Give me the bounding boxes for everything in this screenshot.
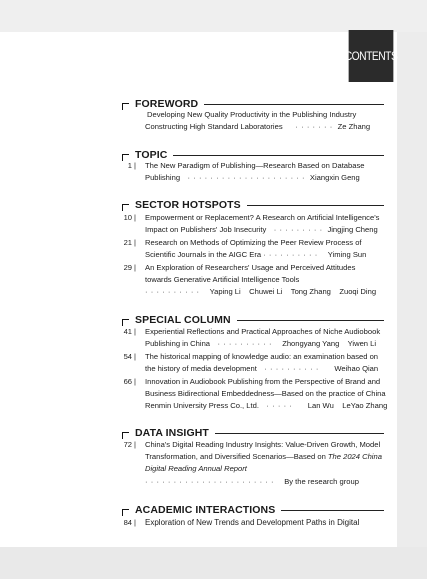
section-rule xyxy=(215,433,384,434)
section-heading-sector-hotspots xyxy=(122,198,384,212)
entry-title-line: The New Paradigm of Publishing—Research Based on Database xyxy=(145,161,365,170)
entry-authors: Jingjing Cheng xyxy=(327,225,378,234)
entry-title-line: Renmin University Press Co., Ltd. xyxy=(145,401,259,410)
entry-title-line: The historical mapping of knowledge audio: an examination based on xyxy=(145,352,379,361)
entry-title-text: Transformation, and Diversified Scenarios—Based on xyxy=(145,452,328,461)
page-number: 21 | xyxy=(123,238,136,247)
leader-dots: ······· xyxy=(284,122,336,131)
entry-title-line: Innovation in Audiobook Publishing from the Perspective of Brand and xyxy=(145,377,381,386)
entry-title-line: Empowerment or Replacement? A Research on Artificial Intelligence's xyxy=(145,213,380,222)
entry-authors: Yaping Li Chuwei Li Tong Zhang Zuoqi Ding xyxy=(209,287,377,296)
section-rule xyxy=(281,510,384,511)
toc-entry[interactable] xyxy=(145,364,378,374)
entry-title-line: Publishing in China xyxy=(145,339,211,348)
section-rule xyxy=(247,205,384,206)
entry-title-line: Digital Reading Annual Report xyxy=(145,464,247,473)
section-rule xyxy=(204,104,384,105)
section-heading-foreword xyxy=(122,97,384,111)
entry-authors: Xiangxin Geng xyxy=(309,173,360,182)
toc-entry[interactable] xyxy=(145,339,376,349)
section-rule xyxy=(173,155,384,156)
section-title: SECTOR HOTSPOTS xyxy=(135,199,241,211)
entry-title-line: An Exploration of Researchers' Usage and Perceived Attitudes xyxy=(145,263,356,272)
leader-dots: ······················· xyxy=(145,477,283,486)
toc-entry[interactable] xyxy=(145,225,378,235)
entry-authors: Zhongyang Yang Yiwen Li xyxy=(282,339,377,348)
entry-title-line: Experiential Reflections and Practical Approaches of Niche Audiobook xyxy=(145,327,381,336)
entry-title-line: Scientific Journals in the AIGC Era xyxy=(145,250,262,259)
page-number: 10 | xyxy=(123,213,136,222)
entry-authors: Lan Wu LeYao Zhang xyxy=(307,401,388,410)
entry-authors: By the research group xyxy=(284,477,359,486)
page-number: 54 | xyxy=(123,352,136,361)
section-heading-special-column xyxy=(122,313,384,327)
page-number: 66 | xyxy=(123,377,136,386)
entry-title-line: China's Digital Reading Industry Insights: Value-Driven Growth, Model xyxy=(145,440,381,449)
entry-title-line: Constructing High Standard Laboratories xyxy=(145,122,283,131)
corner-mark-icon xyxy=(122,319,129,326)
toc-entry-foreword[interactable] xyxy=(145,122,370,132)
entry-title-line: the history of media development xyxy=(145,364,257,373)
corner-mark-icon xyxy=(122,103,129,110)
leader-dots: ·········· xyxy=(145,287,208,296)
page-number: 29 | xyxy=(123,263,136,272)
page-number: 84 | xyxy=(123,518,136,527)
section-title: FOREWORD xyxy=(135,98,199,110)
page-number: 72 | xyxy=(123,440,136,449)
contents-label: CONTENTS xyxy=(344,49,398,63)
entry-title-italic: The 2024 China xyxy=(327,452,382,461)
toc-entry[interactable] xyxy=(145,250,366,260)
toc-entry[interactable] xyxy=(145,477,359,487)
entry-title-line xyxy=(145,452,382,462)
section-heading-topic xyxy=(122,148,384,162)
entry-authors: Weihao Qian xyxy=(334,364,379,373)
corner-mark-icon xyxy=(122,154,129,161)
leader-dots: ····· xyxy=(261,401,306,410)
leader-dots: ·········· xyxy=(212,339,281,348)
section-rule xyxy=(237,320,384,321)
toc-entry[interactable] xyxy=(145,287,376,297)
entry-authors: Yiming Sun xyxy=(327,250,367,259)
corner-mark-icon xyxy=(122,204,129,211)
toc-entry-topic[interactable] xyxy=(145,173,360,183)
corner-mark-icon xyxy=(122,432,129,439)
toc-entry[interactable]: Exploration of New Trends and Development Paths in Digital xyxy=(145,518,360,527)
toc-entry[interactable] xyxy=(145,401,387,411)
section-title: DATA INSIGHT xyxy=(135,427,209,439)
page-number: 41 | xyxy=(123,327,136,336)
leader-dots: ·········· xyxy=(259,364,333,373)
entry-title-line: Business Bidirectional Embeddedness—Based on the practice of China xyxy=(145,389,386,398)
section-title: ACADEMIC INTERACTIONS xyxy=(135,504,276,516)
section-title: TOPIC xyxy=(135,149,168,161)
entry-title-line: Research on Methods of Optimizing the Peer Review Process of xyxy=(145,238,362,247)
leader-dots: ····················· xyxy=(182,173,308,182)
entry-title-line: Publishing xyxy=(145,173,181,182)
section-title: SPECIAL COLUMN xyxy=(135,314,231,326)
entry-title-line: towards Generative Artificial Intelligence Tools xyxy=(145,275,300,284)
leader-dots: ·········· xyxy=(263,250,326,259)
page-number: 1 | xyxy=(127,161,136,170)
leader-dots: ········· xyxy=(268,225,326,234)
section-heading-data-insight xyxy=(122,426,384,440)
entry-title-line: Impact on Publishers' Job Insecurity xyxy=(145,225,267,234)
entry-title-line: Developing New Quality Productivity in the Publishing Industry xyxy=(147,110,357,119)
section-heading-academic-interactions xyxy=(122,503,384,517)
corner-mark-icon xyxy=(122,509,129,516)
entry-authors: Ze Zhang xyxy=(337,122,371,131)
